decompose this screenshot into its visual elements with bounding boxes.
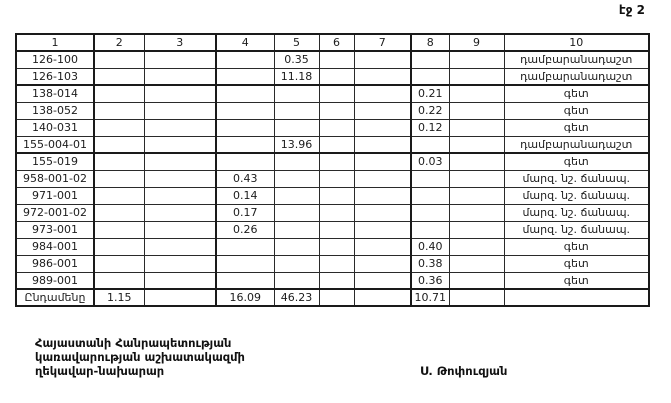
table-cell: 140-031 bbox=[16, 119, 94, 136]
table-cell bbox=[354, 289, 411, 306]
table-cell: 972-001-02 bbox=[16, 204, 94, 221]
table-cell: 0.14 bbox=[216, 187, 274, 204]
table-cell bbox=[411, 204, 449, 221]
table-cell: 1.15 bbox=[94, 289, 144, 306]
table-cell bbox=[449, 153, 504, 170]
column-header: 4 bbox=[216, 34, 274, 51]
issuer-title-block bbox=[35, 336, 245, 378]
table-cell bbox=[319, 238, 354, 255]
table-cell bbox=[274, 204, 319, 221]
table-cell: 0.12 bbox=[411, 119, 449, 136]
table-cell: 13.96 bbox=[274, 136, 319, 153]
table-cell bbox=[94, 85, 144, 102]
table-cell bbox=[354, 255, 411, 272]
table-cell bbox=[449, 136, 504, 153]
table-row bbox=[16, 187, 649, 204]
table-cell bbox=[319, 119, 354, 136]
table-cell: 46.23 bbox=[274, 289, 319, 306]
table-cell bbox=[144, 119, 216, 136]
table-cell: գետ bbox=[504, 102, 649, 119]
table-cell bbox=[319, 289, 354, 306]
table-cell bbox=[449, 272, 504, 289]
column-header: 2 bbox=[94, 34, 144, 51]
table-cell: մարզ. նշ. ճանապ. bbox=[504, 187, 649, 204]
table-cell bbox=[449, 204, 504, 221]
table-cell bbox=[144, 255, 216, 272]
table-cell bbox=[94, 153, 144, 170]
table-cell: 155-004-01 bbox=[16, 136, 94, 153]
table-cell bbox=[94, 119, 144, 136]
table-cell: մարզ. նշ. ճանապ. bbox=[504, 204, 649, 221]
table-cell: 0.38 bbox=[411, 255, 449, 272]
table-cell bbox=[319, 102, 354, 119]
table-cell: գետ bbox=[504, 153, 649, 170]
table-cell bbox=[94, 238, 144, 255]
table-cell bbox=[354, 170, 411, 187]
table-cell bbox=[354, 51, 411, 68]
table-cell bbox=[274, 221, 319, 238]
column-header: 3 bbox=[144, 34, 216, 51]
table-cell bbox=[411, 136, 449, 153]
table-cell bbox=[216, 272, 274, 289]
table-cell bbox=[274, 119, 319, 136]
column-header: 8 bbox=[411, 34, 449, 51]
table-cell bbox=[354, 204, 411, 221]
table-cell bbox=[449, 51, 504, 68]
table-cell bbox=[216, 238, 274, 255]
table-cell: դամբարանադաշտ bbox=[504, 136, 649, 153]
table-cell bbox=[144, 51, 216, 68]
table-cell bbox=[144, 187, 216, 204]
table-cell: 986-001 bbox=[16, 255, 94, 272]
issuer-title-line: ղեկավար-նախարար bbox=[35, 364, 165, 378]
table-cell bbox=[319, 68, 354, 85]
land-parcels-table bbox=[15, 33, 650, 307]
table-cell bbox=[144, 204, 216, 221]
table-cell bbox=[144, 102, 216, 119]
signatory-name: Ս. Թոփուզյան bbox=[420, 364, 508, 378]
table-cell: դամբարանադաշտ bbox=[504, 51, 649, 68]
table-cell bbox=[274, 102, 319, 119]
table-cell bbox=[144, 238, 216, 255]
table-cell: դամբարանադաշտ bbox=[504, 68, 649, 85]
table-cell bbox=[354, 221, 411, 238]
table-cell bbox=[319, 136, 354, 153]
column-header: 7 bbox=[354, 34, 411, 51]
page-number-label: էջ 2 bbox=[618, 3, 645, 17]
table-row bbox=[16, 85, 649, 102]
table-cell bbox=[274, 255, 319, 272]
table-cell bbox=[274, 238, 319, 255]
table-cell bbox=[94, 136, 144, 153]
column-header: 9 bbox=[449, 34, 504, 51]
table-cell bbox=[354, 153, 411, 170]
table-cell bbox=[216, 85, 274, 102]
table-cell bbox=[319, 187, 354, 204]
table-row bbox=[16, 255, 649, 272]
table-cell bbox=[144, 153, 216, 170]
table-cell bbox=[94, 51, 144, 68]
table-cell bbox=[94, 255, 144, 272]
table-cell: 138-052 bbox=[16, 102, 94, 119]
table-cell bbox=[216, 51, 274, 68]
table-cell bbox=[449, 68, 504, 85]
table-cell bbox=[94, 204, 144, 221]
table-row bbox=[16, 68, 649, 85]
table-cell bbox=[144, 85, 216, 102]
table-header-row bbox=[16, 34, 649, 51]
table-cell: 11.18 bbox=[274, 68, 319, 85]
table-cell: գետ bbox=[504, 119, 649, 136]
table-cell bbox=[94, 102, 144, 119]
table-cell bbox=[144, 289, 216, 306]
table-row bbox=[16, 153, 649, 170]
table-cell: 10.71 bbox=[411, 289, 449, 306]
table-cell bbox=[274, 272, 319, 289]
table-cell bbox=[319, 204, 354, 221]
table-cell bbox=[449, 221, 504, 238]
table-cell bbox=[144, 136, 216, 153]
table-cell: 0.43 bbox=[216, 170, 274, 187]
table-row bbox=[16, 170, 649, 187]
table-cell bbox=[354, 68, 411, 85]
table-row bbox=[16, 136, 649, 153]
table-cell bbox=[449, 119, 504, 136]
column-header: 5 bbox=[274, 34, 319, 51]
table-cell: Ընդամենը bbox=[16, 289, 94, 306]
table-cell bbox=[449, 255, 504, 272]
table-cell: 958-001-02 bbox=[16, 170, 94, 187]
table-cell bbox=[144, 170, 216, 187]
table-cell bbox=[94, 187, 144, 204]
table-cell bbox=[144, 272, 216, 289]
table-cell bbox=[144, 68, 216, 85]
table-cell: 971-001 bbox=[16, 187, 94, 204]
table-cell: 973-001 bbox=[16, 221, 94, 238]
table-cell bbox=[354, 136, 411, 153]
table-cell bbox=[354, 272, 411, 289]
table-cell: 138-014 bbox=[16, 85, 94, 102]
table-cell: 0.26 bbox=[216, 221, 274, 238]
table-cell: 0.17 bbox=[216, 204, 274, 221]
table-cell bbox=[319, 153, 354, 170]
table-cell bbox=[354, 187, 411, 204]
table-row bbox=[16, 238, 649, 255]
table-cell: 0.03 bbox=[411, 153, 449, 170]
table-cell bbox=[319, 51, 354, 68]
table-cell: մարզ. նշ. ճանապ. bbox=[504, 221, 649, 238]
table-cell: գետ bbox=[504, 85, 649, 102]
table-cell bbox=[216, 102, 274, 119]
table-cell bbox=[319, 272, 354, 289]
table-cell bbox=[354, 102, 411, 119]
table-row bbox=[16, 221, 649, 238]
column-header: 10 bbox=[504, 34, 649, 51]
table-cell: 0.21 bbox=[411, 85, 449, 102]
table-cell bbox=[274, 170, 319, 187]
table-cell bbox=[94, 272, 144, 289]
table-cell bbox=[411, 51, 449, 68]
table-cell: 989-001 bbox=[16, 272, 94, 289]
total-row bbox=[16, 289, 649, 306]
table-cell bbox=[411, 187, 449, 204]
column-header: 6 bbox=[319, 34, 354, 51]
table-row bbox=[16, 119, 649, 136]
table-cell: 0.36 bbox=[411, 272, 449, 289]
table-cell bbox=[274, 85, 319, 102]
table-cell: 0.22 bbox=[411, 102, 449, 119]
table-cell bbox=[411, 221, 449, 238]
table-cell bbox=[274, 187, 319, 204]
table-row bbox=[16, 51, 649, 68]
table-cell: մարզ. նշ. ճանապ. bbox=[504, 170, 649, 187]
table-cell bbox=[319, 85, 354, 102]
column-header: 1 bbox=[16, 34, 94, 51]
table-cell bbox=[144, 221, 216, 238]
table-cell bbox=[319, 255, 354, 272]
table-cell bbox=[449, 187, 504, 204]
table-cell bbox=[504, 289, 649, 306]
table-cell: 126-103 bbox=[16, 68, 94, 85]
table-cell bbox=[319, 221, 354, 238]
table-cell bbox=[449, 289, 504, 306]
table-cell: 126-100 bbox=[16, 51, 94, 68]
table-cell: գետ bbox=[504, 272, 649, 289]
table-cell: 155-019 bbox=[16, 153, 94, 170]
table-cell bbox=[354, 119, 411, 136]
issuer-title-line: Հայաստանի Հանրապետության bbox=[35, 336, 232, 350]
issuer-title-line: կառավարության աշխատակազմի bbox=[35, 350, 245, 364]
table-cell bbox=[216, 136, 274, 153]
table-cell bbox=[274, 153, 319, 170]
table-cell bbox=[216, 255, 274, 272]
table-row bbox=[16, 272, 649, 289]
table-cell bbox=[94, 221, 144, 238]
table-cell bbox=[449, 238, 504, 255]
table-row bbox=[16, 102, 649, 119]
table-cell bbox=[216, 68, 274, 85]
table-row bbox=[16, 204, 649, 221]
table-cell bbox=[319, 170, 354, 187]
table-cell: 16.09 bbox=[216, 289, 274, 306]
table-cell bbox=[216, 119, 274, 136]
table-cell: գետ bbox=[504, 238, 649, 255]
table-cell: 0.40 bbox=[411, 238, 449, 255]
table-cell: 0.35 bbox=[274, 51, 319, 68]
table-cell bbox=[354, 238, 411, 255]
table-cell bbox=[94, 170, 144, 187]
table-cell bbox=[449, 85, 504, 102]
table-cell bbox=[411, 68, 449, 85]
table-cell bbox=[94, 68, 144, 85]
table-cell bbox=[411, 170, 449, 187]
table-cell: 984-001 bbox=[16, 238, 94, 255]
table-cell bbox=[449, 102, 504, 119]
table-cell bbox=[449, 170, 504, 187]
table-cell bbox=[354, 85, 411, 102]
table-cell bbox=[216, 153, 274, 170]
table-cell: գետ bbox=[504, 255, 649, 272]
